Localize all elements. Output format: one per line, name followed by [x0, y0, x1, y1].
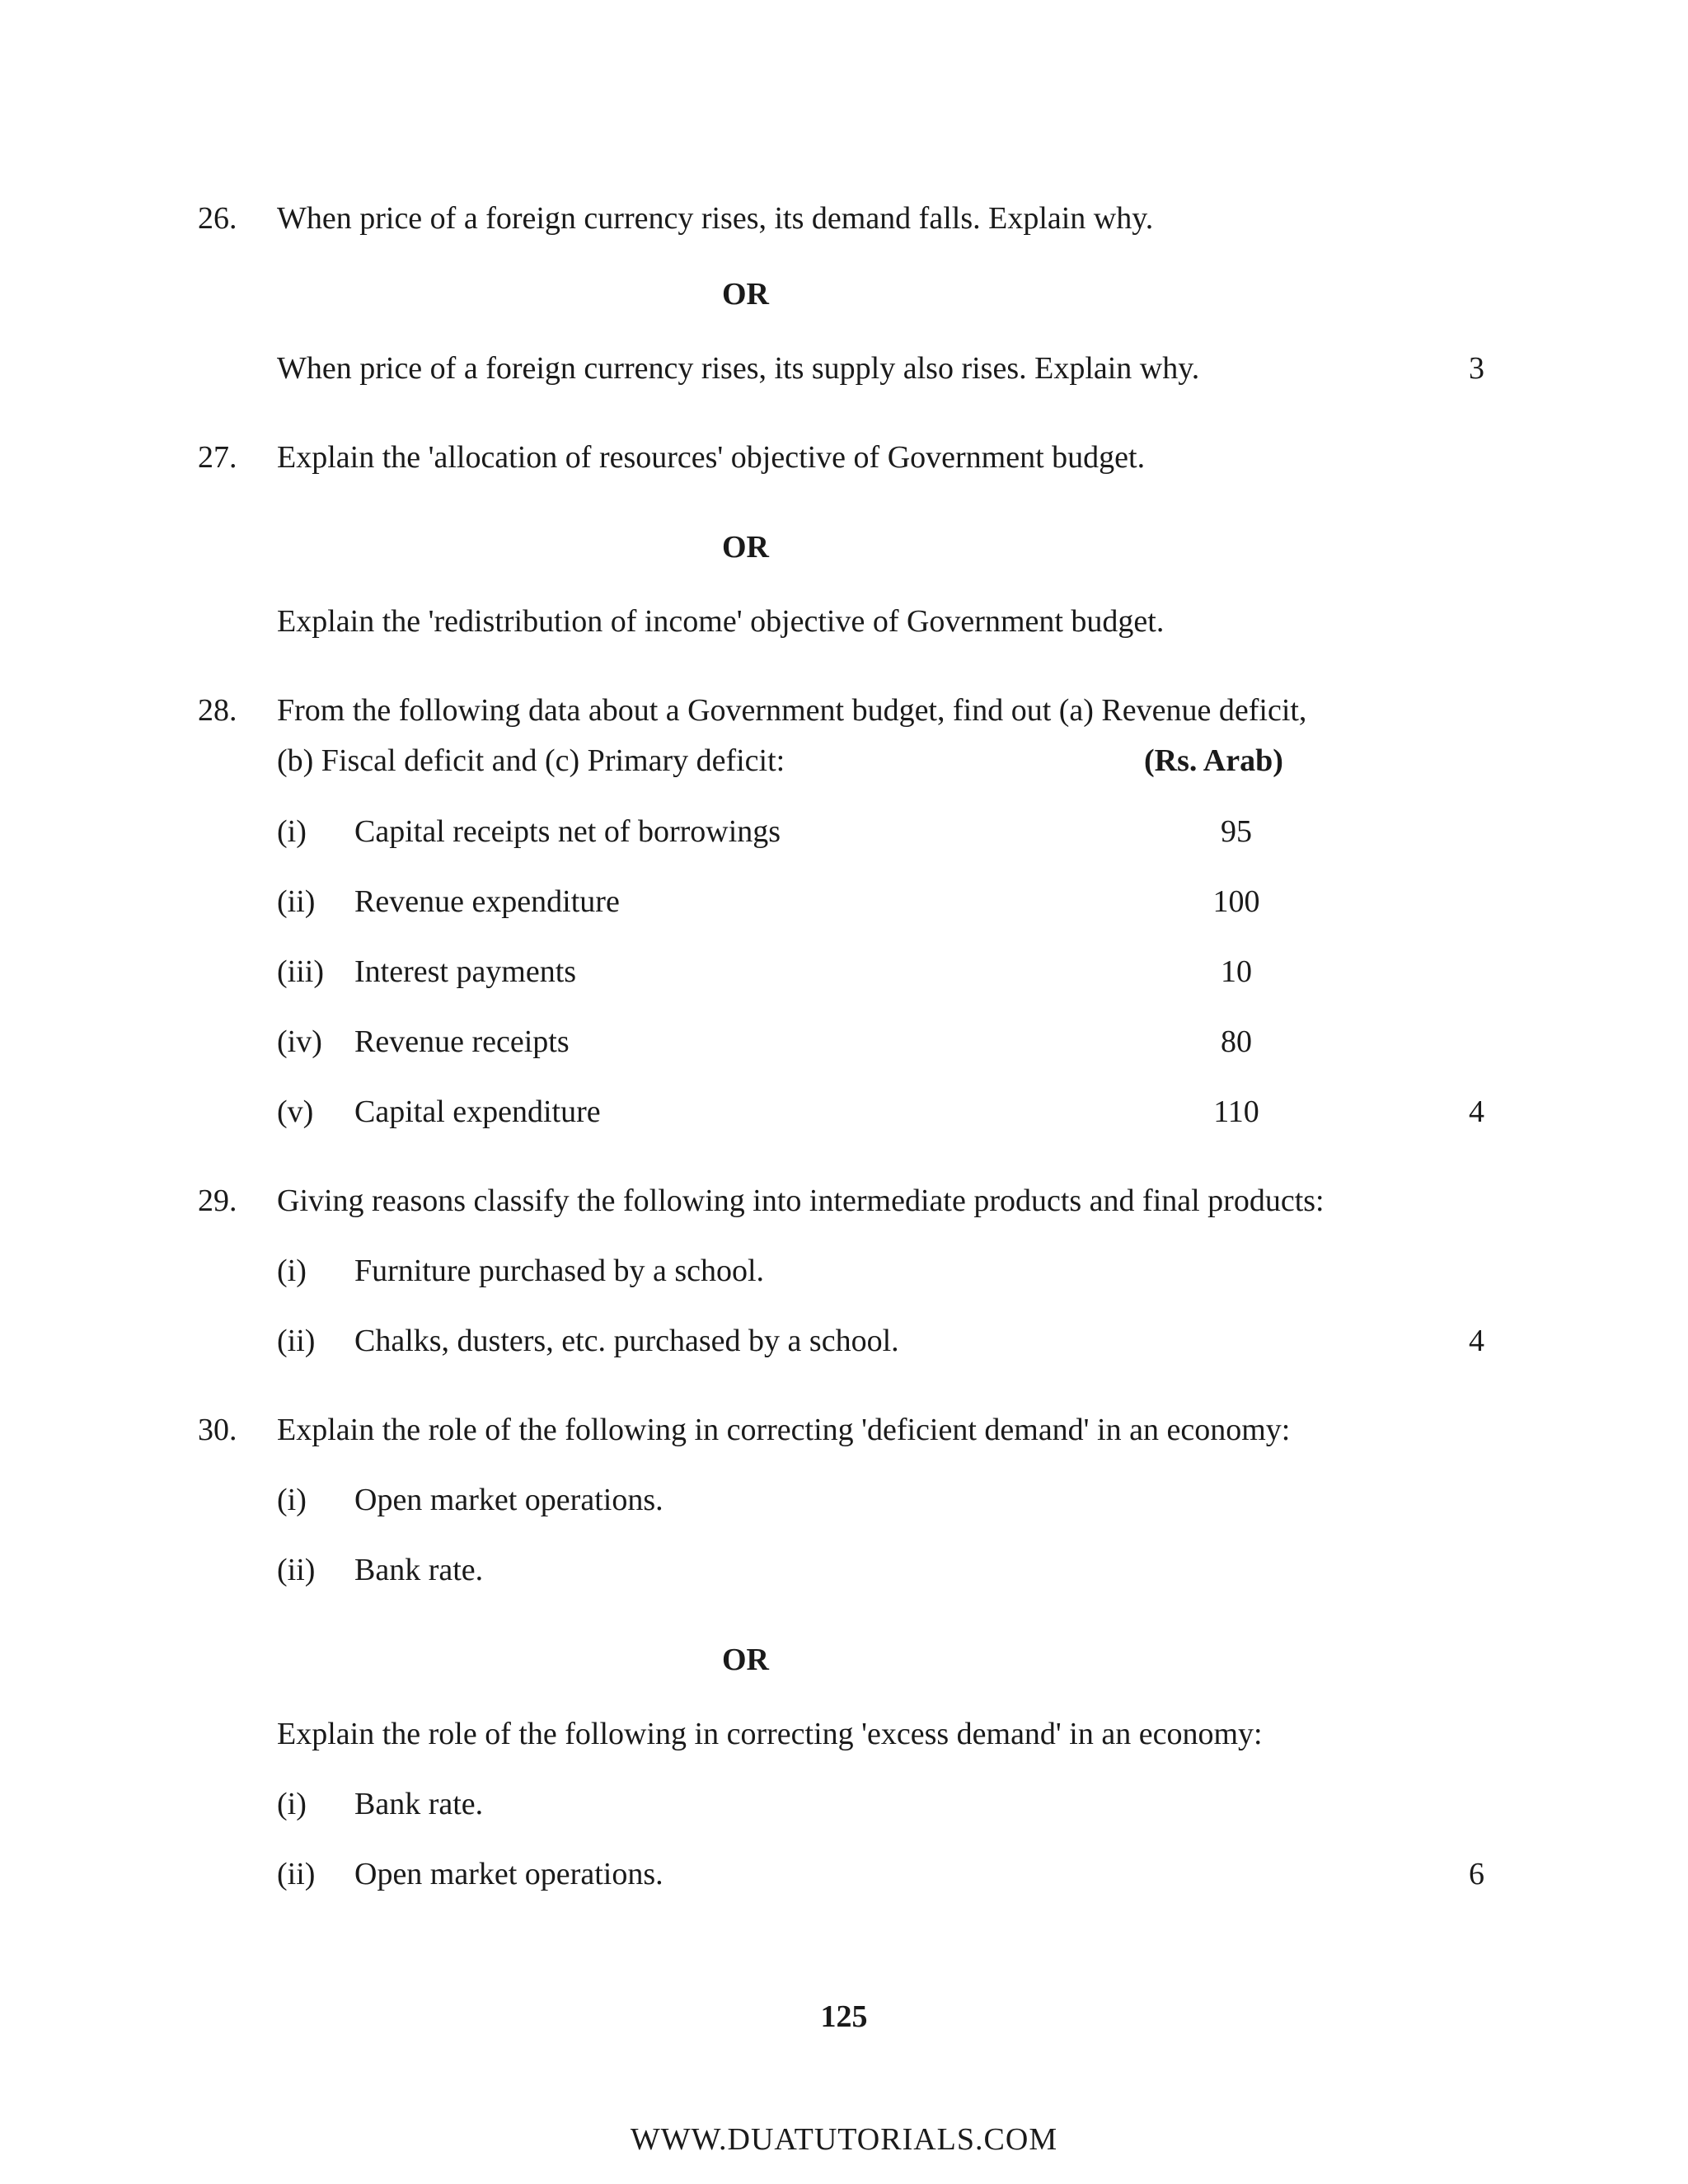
q29-item-2-label: Chalks, dusters, etc. purchased by a school.	[354, 1324, 899, 1358]
q28-item-1-roman: (i)	[277, 814, 307, 849]
question-30-marks: 6	[1469, 1857, 1484, 1891]
q28-item-2-value: 100	[1212, 884, 1260, 919]
q28-item-5-label: Capital expenditure	[354, 1094, 601, 1129]
q30-alt-item-1-label: Bank rate.	[354, 1787, 484, 1821]
q30-item-2-roman: (ii)	[277, 1553, 316, 1587]
question-28-unit-label: (Rs. Arab)	[1144, 743, 1283, 778]
q28-item-4-roman: (iv)	[277, 1024, 322, 1059]
q29-item-2-roman: (ii)	[277, 1324, 316, 1358]
question-number-27: 27.	[198, 440, 237, 475]
q29-item-1-label: Furniture purchased by a school.	[354, 1254, 765, 1288]
footer-website: WWW.DUATUTORIALS.COM	[630, 2122, 1058, 2157]
question-28-marks: 4	[1469, 1094, 1484, 1129]
page-number: 125	[820, 1999, 868, 2034]
q28-item-1-label: Capital receipts net of borrowings	[354, 814, 781, 849]
q28-item-3-roman: (iii)	[277, 954, 324, 989]
or-divider-27: OR	[722, 530, 769, 565]
question-number-29: 29.	[198, 1183, 237, 1218]
question-30-text: Explain the role of the following in correcting 'deficient demand' in an economy:	[277, 1413, 1291, 1447]
q28-item-5-value: 110	[1213, 1094, 1259, 1129]
q30-alt-item-2-label: Open market operations.	[354, 1857, 663, 1891]
question-number-30: 30.	[198, 1413, 237, 1447]
q28-item-1-value: 95	[1221, 814, 1252, 849]
question-28-text-line1: From the following data about a Government budget, find out (a) Revenue deficit,	[277, 693, 1307, 728]
question-number-26: 26.	[198, 201, 237, 236]
question-26-alternative-text: When price of a foreign currency rises, its supply also rises. Explain why.	[277, 351, 1200, 386]
question-number-28: 28.	[198, 693, 237, 728]
q28-item-5-roman: (v)	[277, 1094, 314, 1129]
q28-item-4-label: Revenue receipts	[354, 1024, 570, 1059]
question-26-marks: 3	[1469, 351, 1484, 386]
or-divider-26: OR	[722, 277, 769, 312]
q30-alt-item-2-roman: (ii)	[277, 1857, 316, 1891]
q29-item-1-roman: (i)	[277, 1254, 307, 1288]
q28-item-4-value: 80	[1221, 1024, 1252, 1059]
question-29-text: Giving reasons classify the following into intermediate products and final products:	[277, 1183, 1325, 1218]
question-27-alternative-text: Explain the 'redistribution of income' objective of Government budget.	[277, 604, 1165, 639]
question-29-marks: 4	[1469, 1324, 1484, 1358]
q30-item-1-label: Open market operations.	[354, 1483, 663, 1517]
q30-item-1-roman: (i)	[277, 1483, 307, 1517]
q28-item-2-label: Revenue expenditure	[354, 884, 620, 919]
q28-item-3-value: 10	[1221, 954, 1252, 989]
question-30-alternative-text: Explain the role of the following in correcting 'excess demand' in an economy:	[277, 1717, 1263, 1751]
question-28-text-line2: (b) Fiscal deficit and (c) Primary deficit:	[277, 743, 785, 778]
question-27-text: Explain the 'allocation of resources' objective of Government budget.	[277, 440, 1146, 475]
q30-item-2-label: Bank rate.	[354, 1553, 484, 1587]
q30-alt-item-1-roman: (i)	[277, 1787, 307, 1821]
q28-item-3-label: Interest payments	[354, 954, 577, 989]
or-divider-30: OR	[722, 1643, 769, 1677]
q28-item-2-roman: (ii)	[277, 884, 316, 919]
question-26-text: When price of a foreign currency rises, its demand falls. Explain why.	[277, 201, 1154, 236]
